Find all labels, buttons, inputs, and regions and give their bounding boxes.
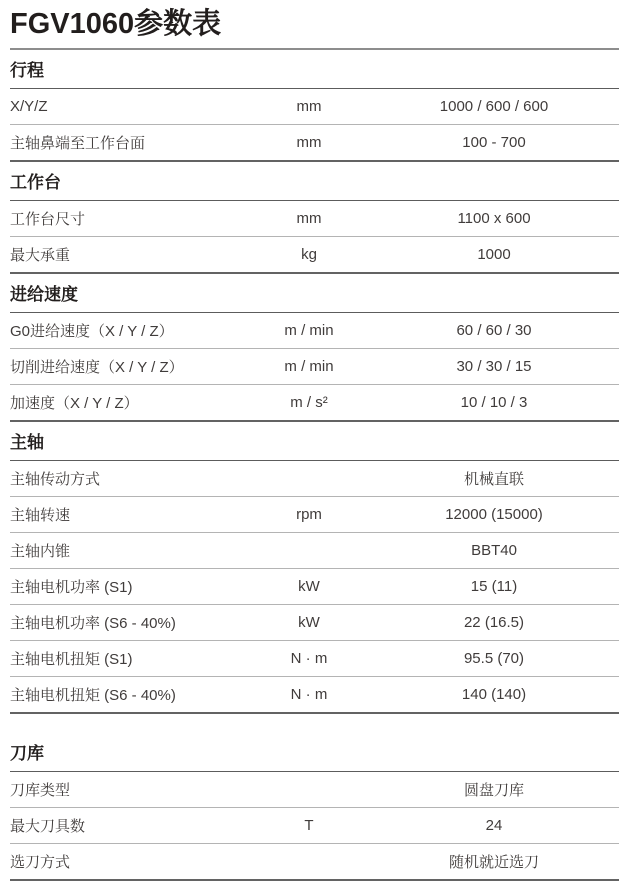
spec-unit: rpm	[296, 506, 322, 523]
spec-section	[10, 173, 619, 274]
section-title: 刀库	[10, 744, 619, 772]
section-rows	[10, 313, 619, 422]
table-row	[10, 313, 619, 349]
table-row	[10, 641, 619, 677]
spec-label: X/Y/Z	[10, 98, 48, 115]
spec-unit: m / min	[284, 322, 334, 339]
spec-label: 主轴鼻端至工作台面	[10, 135, 146, 152]
table-row	[10, 808, 619, 844]
section-rows	[10, 201, 619, 274]
section-rows	[10, 89, 619, 162]
spec-value: 1000	[477, 246, 511, 263]
spec-value: BBT40	[471, 542, 517, 559]
spec-section	[10, 744, 619, 881]
spec-value: 30 / 30 / 15	[456, 358, 532, 375]
table-row	[10, 497, 619, 533]
spec-label: 主轴电机扭矩 (S6 - 40%)	[10, 687, 176, 704]
spec-section	[10, 61, 619, 162]
spec-unit: mm	[296, 134, 322, 151]
spec-label: 工作台尺寸	[10, 211, 86, 228]
spec-table	[10, 61, 619, 881]
spec-value: 15 (11)	[470, 578, 518, 595]
table-row	[10, 677, 619, 714]
spec-unit: kg	[301, 246, 317, 263]
spec-value: 机械直联	[463, 471, 524, 488]
table-row	[10, 385, 619, 422]
spec-unit: N · m	[290, 650, 328, 667]
spec-label: 最大承重	[10, 247, 71, 264]
table-row	[10, 533, 619, 569]
spec-unit: mm	[296, 210, 322, 227]
page-title: FGV1060参数表	[10, 6, 619, 50]
spec-label: 主轴电机扭矩 (S1)	[10, 651, 133, 668]
spec-unit: kW	[298, 578, 320, 595]
spec-value: 60 / 60 / 30	[456, 322, 532, 339]
spec-value: 圆盘刀库	[463, 782, 524, 799]
spec-label: G0进给速度（X / Y / Z）	[10, 323, 174, 340]
table-row	[10, 349, 619, 385]
section-rows	[10, 461, 619, 714]
table-row	[10, 844, 619, 881]
spec-label: 主轴电机功率 (S1)	[10, 579, 133, 596]
section-title: 主轴	[10, 433, 619, 461]
spec-label: 切削进给速度（X / Y / Z）	[10, 359, 184, 376]
spec-value: 1100 x 600	[457, 210, 531, 227]
spec-label: 主轴电机功率 (S6 - 40%)	[10, 615, 176, 632]
spec-value: 100 - 700	[462, 134, 526, 151]
spec-section	[10, 285, 619, 422]
spec-label: 刀库类型	[10, 782, 71, 799]
table-row	[10, 89, 619, 125]
spec-value: 24	[485, 817, 503, 834]
spec-value: 随机就近选刀	[448, 854, 539, 871]
spec-section	[10, 433, 619, 714]
spec-value: 140 (140)	[461, 686, 527, 703]
table-row	[10, 569, 619, 605]
spec-unit: m / min	[284, 358, 334, 375]
section-title: 进给速度	[10, 285, 619, 313]
spec-value: 22 (16.5)	[463, 614, 525, 631]
spec-unit: mm	[296, 98, 322, 115]
spec-unit: N · m	[290, 686, 328, 703]
table-row	[10, 237, 619, 274]
spec-value: 1000 / 600 / 600	[439, 98, 549, 115]
table-row	[10, 201, 619, 237]
spec-label: 主轴内锥	[10, 543, 71, 560]
table-row	[10, 461, 619, 497]
spec-unit: m / s²	[290, 394, 328, 411]
spec-value: 95.5 (70)	[463, 650, 525, 667]
spec-label: 选刀方式	[10, 854, 71, 871]
section-title: 行程	[10, 61, 619, 89]
table-row	[10, 125, 619, 162]
spec-label: 加速度（X / Y / Z）	[10, 395, 139, 412]
spec-value: 12000 (15000)	[445, 506, 543, 523]
section-rows	[10, 772, 619, 881]
table-row	[10, 605, 619, 641]
spec-unit: kW	[298, 614, 320, 631]
spec-label: 主轴传动方式	[10, 471, 101, 488]
table-row	[10, 772, 619, 808]
spec-unit: T	[304, 817, 314, 834]
spec-value: 10 / 10 / 3	[460, 394, 528, 411]
spec-label: 最大刀具数	[10, 818, 86, 835]
spec-label: 主轴转速	[10, 507, 71, 524]
section-title: 工作台	[10, 173, 619, 201]
